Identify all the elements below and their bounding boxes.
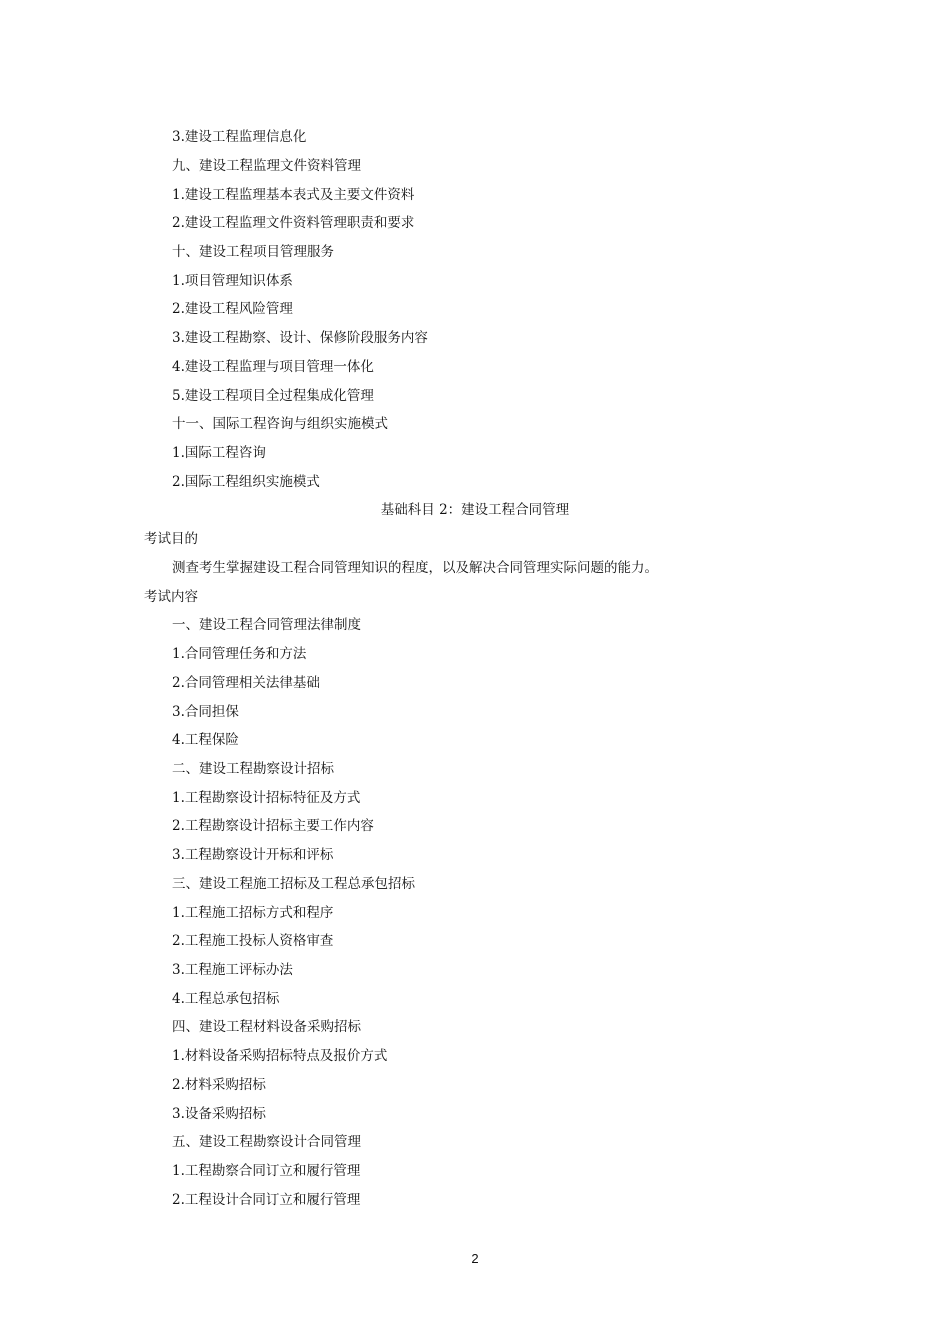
list-item: 2.建设工程风险管理 — [172, 301, 293, 317]
subject-title: 基础科目 2：建设工程合同管理 — [380, 502, 570, 518]
section-heading: 五、建设工程勘察设计合同管理 — [172, 1134, 361, 1150]
list-item: 3.工程勘察设计开标和评标 — [172, 847, 334, 863]
list-item: 2.工程勘察设计招标主要工作内容 — [172, 818, 374, 834]
list-item: 4.工程保险 — [172, 732, 239, 748]
section-heading: 一、建设工程合同管理法律制度 — [172, 617, 361, 633]
list-item: 1.合同管理任务和方法 — [172, 646, 307, 662]
list-item: 4.工程总承包招标 — [172, 991, 280, 1007]
section-heading: 三、建设工程施工招标及工程总承包招标 — [172, 876, 415, 892]
list-item: 1.工程勘察设计招标特征及方式 — [172, 790, 361, 806]
section-heading: 二、建设工程勘察设计招标 — [172, 761, 334, 777]
exam-purpose-text: 测查考生掌握建设工程合同管理知识的程度，以及解决合同管理实际问题的能力。 — [172, 560, 658, 576]
section-heading: 四、建设工程材料设备采购招标 — [172, 1019, 361, 1035]
list-item: 3.工程施工评标办法 — [172, 962, 293, 978]
list-item: 2.合同管理相关法律基础 — [172, 675, 320, 691]
section-heading: 十一、国际工程咨询与组织实施模式 — [172, 416, 388, 432]
list-item: 2.材料采购招标 — [172, 1077, 266, 1093]
list-item: 2.建设工程监理文件资料管理职责和要求 — [172, 215, 415, 231]
list-item: 2.工程施工投标人资格审查 — [172, 933, 334, 949]
list-item: 4.建设工程监理与项目管理一体化 — [172, 359, 374, 375]
list-item: 5.建设工程项目全过程集成化管理 — [172, 388, 374, 404]
page-number: 2 — [471, 1251, 479, 1266]
list-item: 3.建设工程勘察、设计、保修阶段服务内容 — [172, 330, 428, 346]
list-item: 3.建设工程监理信息化 — [172, 129, 307, 145]
exam-content-heading: 考试内容 — [144, 589, 198, 605]
exam-purpose-heading: 考试目的 — [144, 531, 198, 547]
list-item: 1.工程勘察合同订立和履行管理 — [172, 1163, 361, 1179]
section-heading: 九、建设工程监理文件资料管理 — [172, 158, 361, 174]
list-item: 1.工程施工招标方式和程序 — [172, 905, 334, 921]
list-item: 3.设备采购招标 — [172, 1106, 266, 1122]
list-item: 2.工程设计合同订立和履行管理 — [172, 1192, 361, 1208]
list-item: 1.国际工程咨询 — [172, 445, 266, 461]
list-item: 1.建设工程监理基本表式及主要文件资料 — [172, 187, 415, 203]
section-heading: 十、建设工程项目管理服务 — [172, 244, 334, 260]
list-item: 2.国际工程组织实施模式 — [172, 474, 320, 490]
list-item: 1.材料设备采购招标特点及报价方式 — [172, 1048, 388, 1064]
list-item: 1.项目管理知识体系 — [172, 273, 293, 289]
list-item: 3.合同担保 — [172, 704, 239, 720]
